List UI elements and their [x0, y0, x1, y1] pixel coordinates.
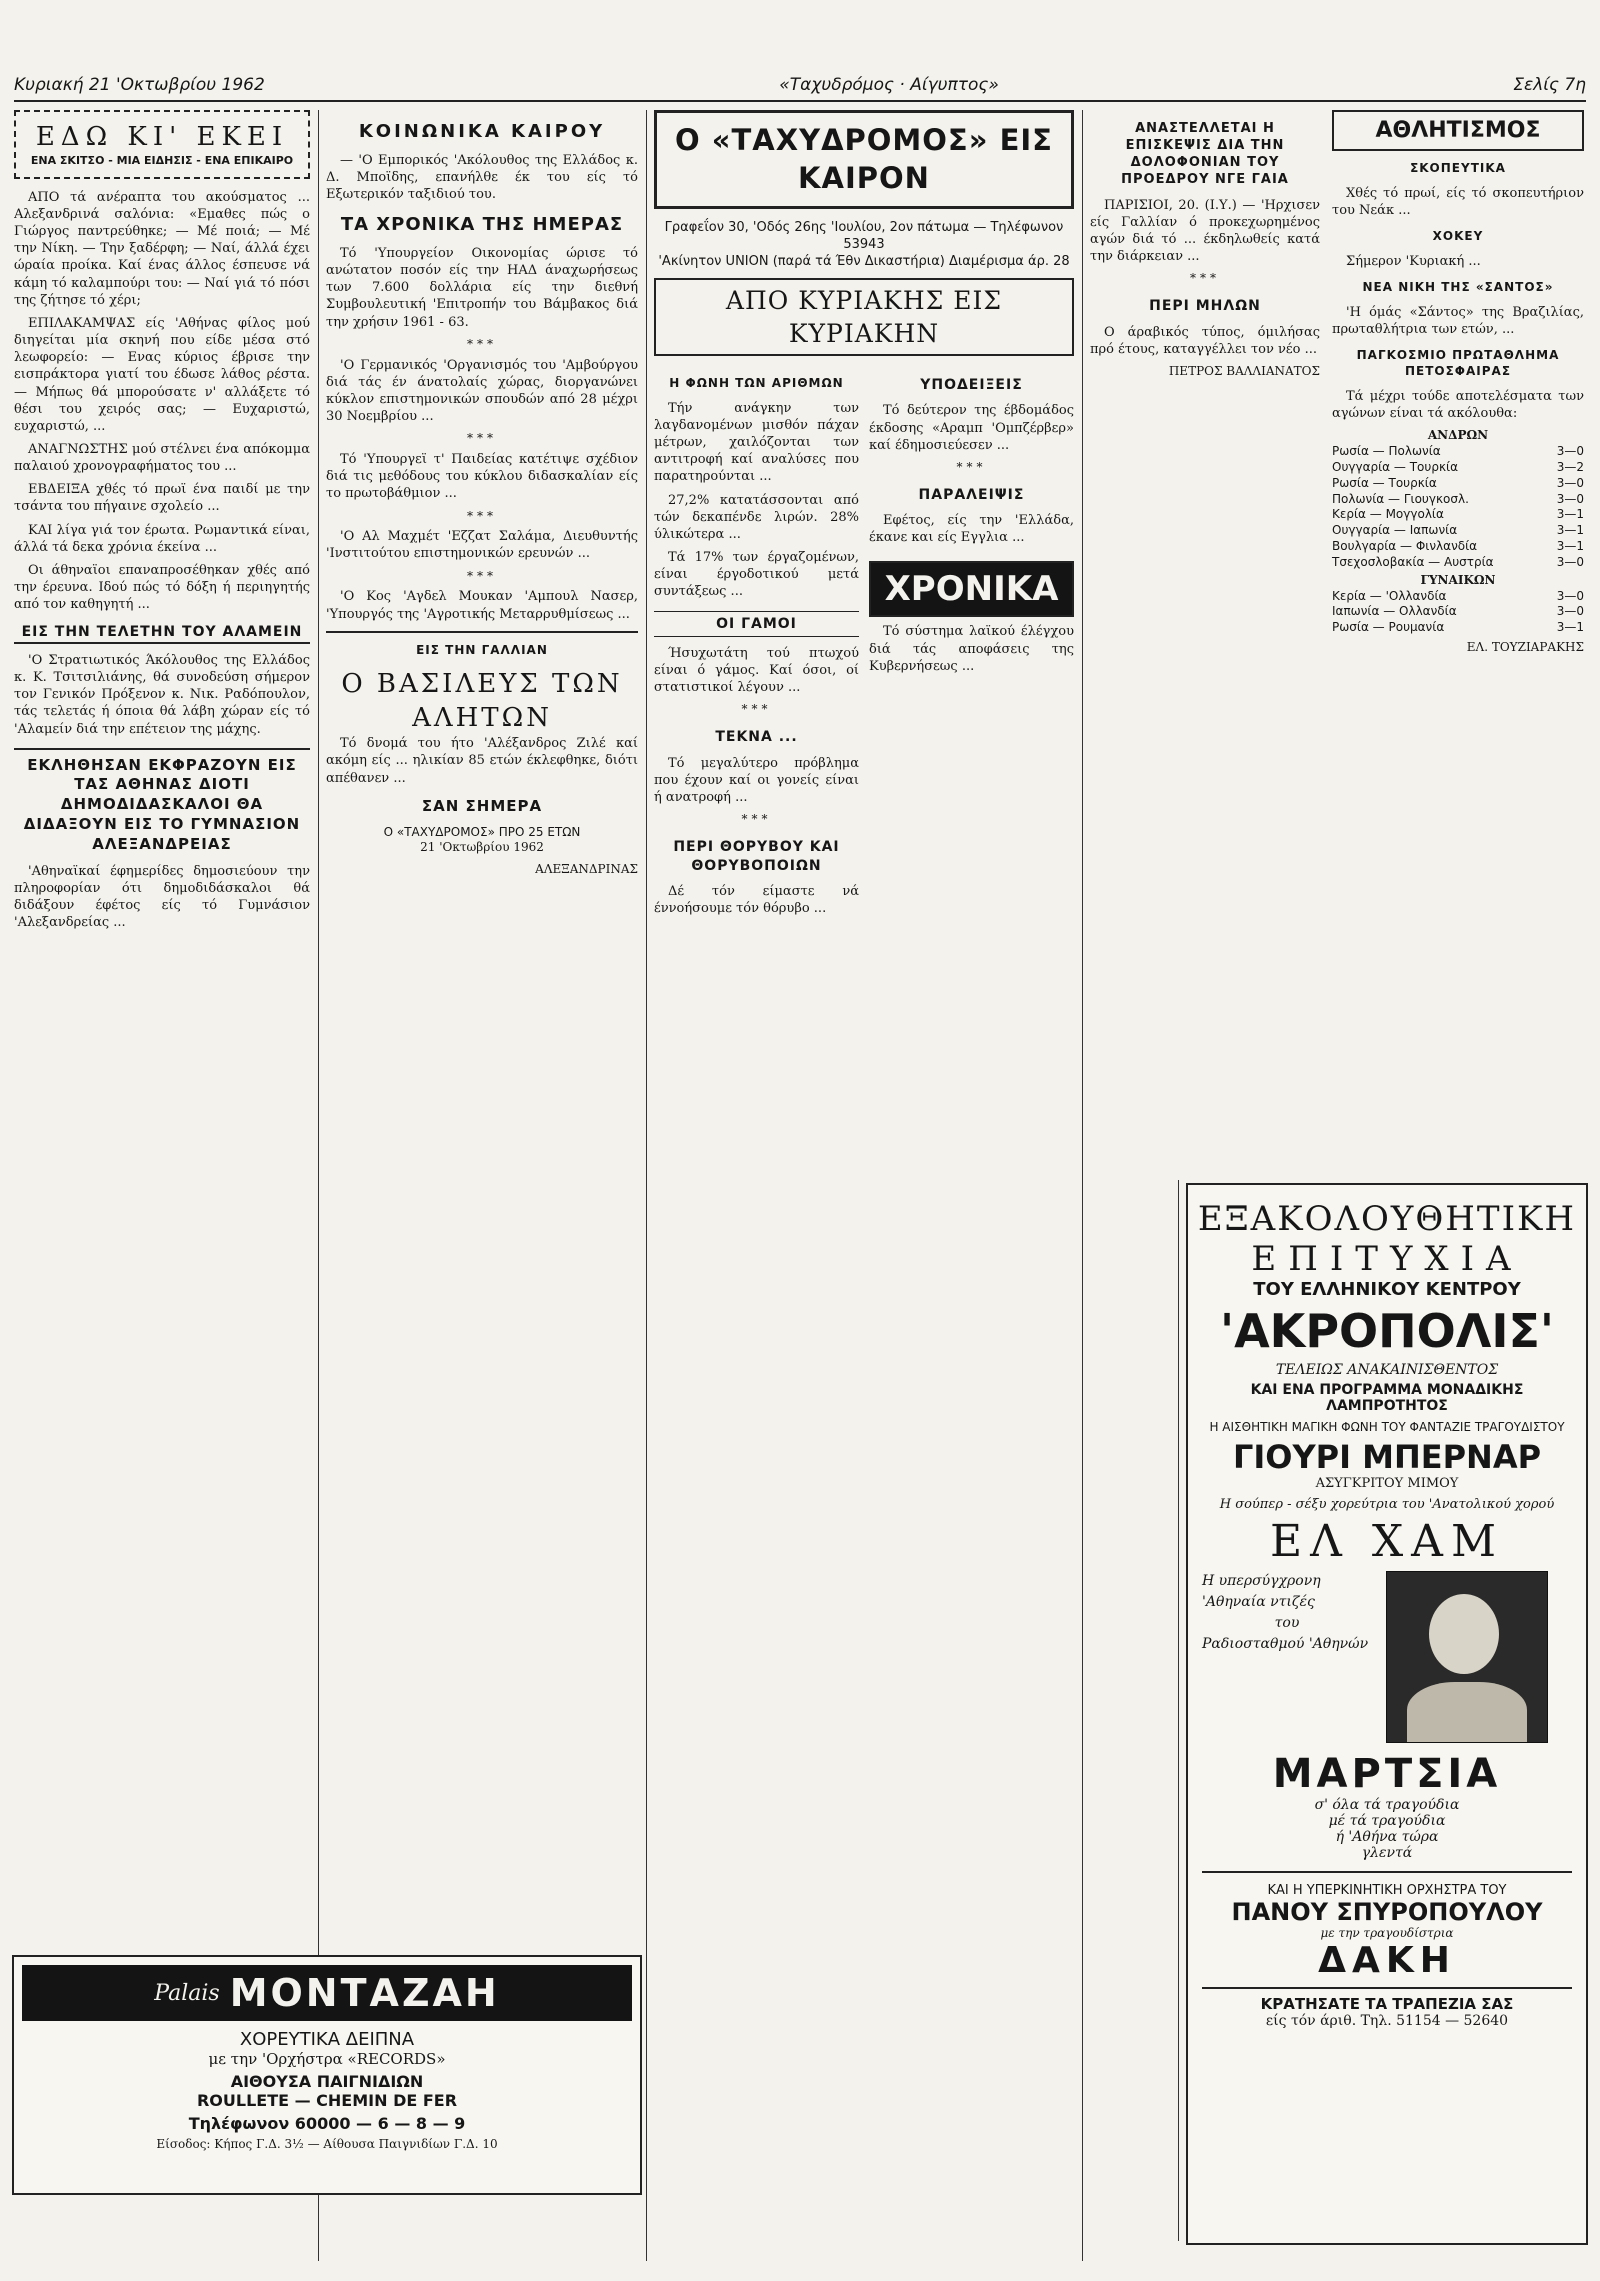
chronika-heading: ΧΡΟΝΙΚΑ	[871, 563, 1072, 616]
akropolis-line14: Ραδιοσταθμού 'Αθηνών	[1202, 1636, 1369, 1652]
foni-paragraph: Τήν ανάγκην των λαγδανομένων μισθόν πάχαν μέτρων, χαιλόζονται των αντιτροφή καί αναλύσες που παρατηρούνται ...	[654, 400, 859, 485]
result-score: 3—1	[1556, 507, 1584, 522]
separator: ***	[741, 702, 772, 717]
akropolis-line25: είς τόν άριθ. Τηλ. 51154 — 52640	[1265, 2013, 1509, 2029]
anastelletai-heading: ΑΝΑΣΤΕΛΛΕΤΑΙ Η ΕΠΙΣΚΕΨΙΣ ΔΙΑ ΤΗΝ ΔΟΛΟΦΟΝΙΑΝ ΤΟΥ ΠΡΟΕΔΡΟΥ ΝΓΕ ΓΑΙΑ	[1121, 121, 1289, 188]
result-score: 3—0	[1556, 554, 1584, 569]
divider	[1202, 1871, 1572, 1873]
col3-right	[869, 366, 1074, 923]
montazah-line2: με την 'Ορχήστρα «RECORDS»	[208, 2050, 446, 2068]
col1-paragraph: ΕΒΔΕΙΞΑ χθές τό πρωϊ ένα παιδί με την τσάντα του πήγαινε σχολείο ...	[14, 482, 310, 515]
montazah-script: Palais	[154, 1980, 220, 2006]
alamein-heading: ΕΙΣ ΤΗΝ ΤΕΛΕΤΗΝ ΤΟΥ ΑΛΑΜΕΙΝ	[14, 623, 310, 643]
result-row	[1332, 523, 1584, 539]
akropolis-line16: σ' όλα τά τραγούδια	[1314, 1797, 1460, 1813]
akropolis-line6: ΚΑΙ ΕΝΑ ΠΡΟΓΡΑΜΜΑ ΜΟΝΑΔΙΚΗΣ ΛΑΜΠΡΟΤΗΤΟΣ	[1250, 1382, 1524, 1414]
singer-photo	[1386, 1571, 1548, 1743]
column-rule	[318, 110, 319, 2261]
akropolis-line3: ΤΟΥ ΕΛΛΗΝΙΚΟΥ ΚΕΝΤΡΟΥ	[1253, 1279, 1521, 1300]
divider	[1202, 1987, 1572, 1989]
result-score: 3—2	[1556, 459, 1584, 474]
montazah-line5: Τηλέφωνον 60000 — 6 — 8 — 9	[188, 2114, 466, 2133]
chronika-box	[869, 561, 1074, 618]
akropolis-line24: ΚΡΑΤΗΣΑΤΕ ΤΑ ΤΡΑΠΕΖΙΑ ΣΑΣ	[1260, 1995, 1514, 2013]
akropolis-line11: ΕΛ ΧΑΜ	[1269, 1516, 1505, 1567]
column-1	[14, 110, 310, 2261]
akropolis-line18: ή 'Αθήνα τώρα	[1335, 1829, 1439, 1845]
kyriaki-heading: ΑΠΟ ΚΥΡΙΑΚΗΣ ΕΙΣ ΚΥΡΙΑΚΗΝ	[654, 278, 1074, 356]
result-score: 3—0	[1556, 475, 1584, 490]
thorubos-heading: ΠΕΡΙ ΘΟΡΥΒΟΥ ΚΑΙ ΘΟΡΥΒΟΠΟΙΩΝ	[673, 839, 840, 874]
akropolis-line8: ΓΙΟΥΡΙ ΜΠΕΡΝΑΡ	[1232, 1438, 1542, 1476]
col4-subcolumns	[1090, 110, 1584, 656]
koinonika-heading: ΚΟΙΝΩΝΙΚΑ ΚΑΙΡΟΥ	[358, 121, 606, 142]
col1-paragraph: ΕΠΙΛΑΚΑΜΨΑΣ είς 'Αθήνας φίλος μού διηγείται μία σκηνή που είδε μέσα στό λεωφορείο: — Ενας κύριος έβρισε την εισπράκτορα γιατί του έδωσε λάθος ρέστα. — Μήπως θά μπορούσατε ν' αλλάξετε τό θέσι του χειρός σας; — Ευχαριστώ, ευχαριστώ, ...	[14, 315, 310, 434]
result-row	[1332, 460, 1584, 476]
result-score: 3—1	[1556, 539, 1584, 554]
martsia-text	[1202, 1571, 1372, 1655]
col1-paragraph: ΑΝΑΓΝΩΣΤΗΣ μού στέλνει ένα απόκομμα παλαιού χρονογραφήματος του ...	[14, 442, 310, 475]
akropolis-line17: μέ τά τραγούδια	[1328, 1813, 1446, 1829]
col1-paragraph: ΚΑΙ λίγα γιά τον έρωτα. Ρωμαντικά είναι, άλλά τά δεκα χρόνια έκείνα ...	[14, 522, 310, 555]
teachers-heading: ΕΚΛΗΘΗΣΑΝ ΕΚΦΡΑΖΟΥΝ ΕΙΣ ΤΑΣ ΑΘΗΝΑΣ ΔΙΟΤΙ ΔΗΜΟΔΙΔΑΣΚΑΛΟΙ ΘΑ ΔΙΔΑΞΟΥΝ ΕΙΣ ΤΟ ΓΥΜΝΑΣΙΟΝ ΑΛΕΞΑΝΔΡΕΙΑΣ	[14, 748, 310, 855]
basileus-text: Τό δνομά του ήτο 'Αλέξανδρος Ζιλέ καί ακόμη είς ... ηλικίαν 85 ετών έκλεφθηκε, διότι απέθανεν ...	[326, 736, 638, 786]
col2-paragraph: 'Ο Αλ Μαχμέτ 'Εζζατ Σαλάμα, Διευθυντής 'Ινστιτούτου επιστημονικών ερευνών ...	[326, 529, 638, 562]
separator: ***	[1190, 271, 1220, 286]
akropolis-line22: με την τραγουδίστρια	[1320, 1926, 1454, 1940]
signature: ΑΛΕΞΑΝΔΡΙΝΑΣ	[535, 862, 638, 877]
header-paper: «Ταχυδρόμος · Αίγυπτος»	[779, 75, 999, 95]
result-match: Ρωσία — Ρουμανία	[1332, 620, 1445, 635]
sport-banner: ΑΘΛΗΤΙΣΜΟΣ	[1375, 118, 1541, 143]
koinonika-text: — 'Ο Εμπορικός 'Ακόλουθος της Ελλάδος κ. Δ. Μποϊδης, επανήλθε έκ του είς τό Εξωτερικόν ταξιδιού του.	[326, 152, 638, 203]
gamoi-heading: ΟΙ ΓΑΜΟΙ	[654, 611, 859, 637]
separator: ***	[956, 459, 987, 474]
akropolis-line23: ΔΑΚΗ	[1318, 1940, 1456, 1981]
address-line-1: Γραφεΐον 30, 'Οδός 26ης 'Ιουλίου, 2ον πάτωμα — Τηλέφωνον 53943	[664, 219, 1064, 252]
tekna-text: Τό μεγαλύτερο πρόβλημα που έχουν καί οι γονείς είναι ή ανατροφή ...	[654, 755, 859, 806]
separator: ***	[467, 336, 497, 351]
col2-paragraph: 'Ο Γερμανικός 'Οργανισμός του 'Αμβούργου διά τάς έν άνατολαίς χώρας, διοργανώνει κύκλον επιστημονικών σπουδών από 28 μέχρι 30 Νοεμβρίου ...	[326, 357, 638, 425]
edo-ki-ekei-subtitle: ΕΝΑ ΣΚΙΤΣΟ - ΜΙΑ ΕΙΔΗΣΙΣ - ΕΝΑ ΕΠΙΚΑΙΡΟ	[30, 154, 294, 168]
results-women	[1332, 589, 1584, 636]
niki-text: 'Η όμάς «Σάντος» της Βραζιλίας, πρωταθλήτρια των ετών, ...	[1332, 304, 1584, 338]
result-row	[1332, 620, 1584, 636]
chronika-imeras-heading: ΤΑ ΧΡΟΝΙΚΑ ΤΗΣ ΗΜΕΡΑΣ	[340, 214, 624, 236]
san-simera-heading: ΣΑΝ ΣΗΜΕΡΑ	[421, 796, 543, 815]
column-4	[1090, 110, 1584, 1166]
result-match: Ουγγαρία — Τουρκία	[1332, 459, 1458, 474]
niki-heading: ΝΕΑ ΝΙΚΗ ΤΗΣ «ΣΑΝΤΟΣ»	[1362, 280, 1554, 295]
akropolis-line19: γλεντά	[1361, 1845, 1413, 1861]
result-row	[1332, 604, 1584, 620]
akropolis-line21: ΠΑΝΟΥ ΣΠΥΡΟΠΟΥΛΟΥ	[1231, 1898, 1543, 1926]
col2-paragraph: Τό 'Υπουργείον Οικονομίας ώρισε τό ανώτατον ποσόν είς την ΗΑΔ άναχωρήσεως των 7.600 δολλάρια είς την διεθνή Συμβουλευτική 'Επιτροπήν του Βάμβακος διά την χρήσιν 1961 - 63.	[326, 245, 638, 330]
result-match: Βουλγαρία — Φινλανδία	[1332, 539, 1478, 554]
col3-left	[654, 366, 859, 923]
column-rule	[1082, 110, 1083, 2261]
result-match: Πολωνία — Γιουγκοσλ.	[1332, 491, 1469, 506]
result-match: Ιαπωνία — Ολλανδία	[1332, 604, 1457, 619]
result-row	[1332, 476, 1584, 492]
separator: ***	[741, 812, 772, 827]
col1-paragraph: Οι άθηναϊοι επαναπροσέθηκαν χθές από την έρευνα. Ιδού πώς τό δόξη ή περιηγητής από τον καθηγητή ...	[14, 562, 310, 613]
result-row	[1332, 507, 1584, 523]
skopeytika-heading: ΣΚΟΠΕΥΤΙΚΑ	[1410, 161, 1506, 176]
result-match: Ρωσία — Πολωνία	[1332, 444, 1441, 459]
skopeytika-text: Χθές τό πρωί, είς τό σκοπευτήριον του Νεάκ ...	[1332, 185, 1584, 219]
akropolis-line13: του	[1274, 1615, 1300, 1631]
author: ΠΕΤΡΟΣ ΒΑΛΛΙΑΝΑΤΟΣ	[1168, 363, 1320, 378]
pagkosmio-intro: Τά μέχρι τούδε αποτελέσματα των αγώνων είναι τά ακόλουθα:	[1332, 388, 1584, 422]
montazah-line3: ΑΙΘΟΥΣΑ ΠΑΙΓΝΙΔΙΩΝ	[230, 2072, 424, 2091]
address-line-2: 'Ακίνητον UNION (παρά τά Έθν Δικαστήρια) Διαμέρισμα άρ. 28	[658, 253, 1070, 269]
result-score: 3—0	[1556, 588, 1584, 603]
akropolis-line20: ΚΑΙ Η ΥΠΕΡΚΙΝΗΤΙΚΗ ΟΡΧΗΣΤΡΑ ΤΟΥ	[1267, 1883, 1507, 1898]
separator: ***	[467, 508, 497, 523]
results-men	[1332, 444, 1584, 571]
page-header	[14, 70, 1586, 102]
result-row	[1332, 589, 1584, 605]
paraleipseis-text: Εφέτος, είς την 'Ελλάδα, έκανε και είς Εγγλια ...	[869, 513, 1074, 546]
ypodeixeis-heading: ΥΠΟΔΕΙΞΕΙΣ	[920, 377, 1023, 393]
thorubos-text: Δέ τόν είμαστε νά έννοήσουμε τόν θόρυβο ...	[654, 884, 859, 917]
sport-banner-box	[1332, 110, 1584, 151]
col2-paragraph: Τό 'Υπουργεϊ τ' Παιδείας κατέτιψε σχέδιον διά τις μεθόδους του κύκλου διδασκαλίαν είς το πρωτοβάθμιον ...	[326, 452, 638, 502]
akropolis-line1: ΕΞΑΚΟΛΟΥΘΗΤΙΚΗ	[1197, 1199, 1577, 1239]
san-simera-date: 21 'Οκτωβρίου 1962	[420, 840, 544, 855]
separator: ***	[467, 431, 497, 446]
result-match: Ουγγαρία — Ιαπωνία	[1332, 523, 1458, 538]
header-page: Σελίς 7η	[1513, 75, 1586, 95]
basileus-title: Ο ΒΑΣΙΛΕΥΣ ΤΩΝ ΑΛΗΤΩΝ	[341, 668, 623, 733]
ypodeixeis-text: Τό δεύτερον της έβδομάδος έκδοσης «Αραμπ 'Ομπζέρβερ» καί έδημοσιεύεσεν ...	[869, 403, 1074, 453]
peri-milon-text: Ο άραβικός τύπος, όμιλήσας πρό έτους, καταγγέλλει τον νέο ...	[1090, 324, 1320, 357]
result-row	[1332, 444, 1584, 460]
result-match: Κερία — Μογγολία	[1332, 507, 1444, 522]
result-score: 3—0	[1556, 604, 1584, 619]
hokey-text: Σήμερον 'Κυριακή ...	[1346, 254, 1481, 269]
result-match: Κερία — 'Ολλανδία	[1332, 588, 1447, 603]
result-score: 3—0	[1556, 444, 1584, 459]
martsia-block	[1188, 1571, 1586, 1743]
chronika-text: Τό σύστημα λαϊκού έλέγχου διά τάς αποφάσεις της Κυβερνήσεως ...	[869, 624, 1074, 674]
taxydromos-banner: Ο «ΤΑΧΥΔΡΟΜΟΣ» ΕΙΣ ΚΑΙΡΟΝ	[675, 123, 1053, 196]
montazah-line4: ROULLETE — CHEMIN DE FER	[196, 2091, 458, 2110]
column-rule	[646, 110, 647, 2261]
akropolis-line7: Η ΑΙΣΘΗΤΙΚΗ ΜΑΓΙΚΗ ΦΩΝΗ ΤΟΥ ΦΑΝΤΑΖΙΕ ΤΡΑΓΟΥΔΙΣΤΟΥ	[1209, 1420, 1565, 1434]
result-row	[1332, 555, 1584, 571]
andron-label: ΑΝΔΡΩΝ	[1427, 428, 1489, 443]
col1-paragraph: ΑΠΟ τά ανέραπτα του ακούσματος ... Αλεξανδρινά σαλόνια: «Εμαθες πώς ο Γιώργος παντρεύθηκε; — Μέ ποιά; — Μέ την Νίκη. — Την ξαδέρφη; — Ναί, άλλά έχει ώραία προίκα. Καί ένας άλλος έσπευσε νά κάμη τό καλαμπούρι του: — Ναί γιά τό πόσι της ζήτησε τό χέρι;	[14, 189, 310, 308]
akropolis-line2: ΕΠΙΤΥΧΙΑ	[1251, 1239, 1523, 1279]
col3-subcolumns	[654, 366, 1074, 923]
column-2	[326, 110, 638, 1941]
akropolis-line4: 'ΑΚΡΟΠΟΛΙΣ'	[1220, 1304, 1554, 1358]
result-score: 3—1	[1556, 620, 1584, 635]
foni-heading: Η ΦΩΝΗ ΤΩΝ ΑΡΙΘΜΩΝ	[669, 376, 844, 390]
edo-ki-ekei-box	[14, 110, 310, 179]
akropolis-line5: ΤΕΛΕΙΩΣ ΑΝΑΚΑΙΝΙΣΘΕΝΤΟΣ	[1275, 1362, 1499, 1378]
gynaikon-label: ΓΥΝΑΙΚΩΝ	[1420, 572, 1496, 587]
akropolis-line12: Η υπερσύγχρονη 'Αθηναία ντιζές	[1202, 1573, 1321, 1610]
result-score: 3—0	[1556, 491, 1584, 506]
hokey-heading: ΧΟΚΕΥ	[1432, 229, 1484, 244]
gallia-label: ΕΙΣ ΤΗΝ ΓΑΛΛΙΑΝ	[416, 642, 548, 657]
result-match: Τσεχοσλοβακία — Αυστρία	[1332, 554, 1494, 569]
col4-left	[1090, 110, 1320, 656]
foni-paragraph: Τά 17% των έργαζομένων, είναι έργοδοτικού μετά συντάξεως ...	[654, 550, 859, 600]
san-simera-sub: Ο «ΤΑΧΥΔΡΟΜΟΣ» ΠΡΟ 25 ΕΤΩΝ	[383, 824, 581, 839]
montazah-ad	[12, 1955, 642, 2195]
col4-right	[1332, 110, 1584, 656]
edo-ki-ekei-title: ΕΔΩ ΚΙ' ΕΚΕΙ	[35, 122, 289, 152]
separator: ***	[467, 568, 497, 583]
result-row	[1332, 492, 1584, 508]
akropolis-line9: ΑΣΥΓΚΡΙΤΟΥ ΜΙΜΟΥ	[1315, 1476, 1459, 1491]
akropolis-line10: Η σούπερ - σέξυ χορεύτρια του 'Ανατολικού χορού	[1219, 1497, 1555, 1512]
header-date: Κυριακή 21 'Οκτωβρίου 1962	[14, 75, 265, 95]
gamoi-text: Ήσυχωτάτη τού πτωχού είναι ό γάμος. Καί όσοι, οί στατιστικοί λέγουν ...	[654, 646, 859, 696]
akropolis-line15: ΜΑΡΤΣΙΑ	[1272, 1751, 1502, 1797]
col2-paragraph: 'Ο Κος 'Αγδελ Μουκαν 'Αμπουλ Νασερ, 'Υπουργός της 'Αγροτικής Μεταρρυθμίσεως ...	[326, 589, 638, 622]
montazah-line1: ΧΟΡΕΥΤΙΚΑ ΔΕΙΠΝΑ	[239, 2029, 415, 2050]
result-row	[1332, 539, 1584, 555]
teachers-text: 'Αθηναϊκαί έφημερίδες δημοσιεύουν την πληροφορίαν ότι δημοδιδάσκαλοι θά διδάξουν έφέτος είς τό Γυμνάσιον 'Αλεξανδρείας ...	[14, 863, 310, 931]
divider	[326, 631, 638, 633]
anastelletai-text: ΠΑΡΙΣΙΟΙ, 20. (Ι.Υ.) — 'Ηρχισεν είς Γαλλίαν ό προκεχωρημένος αγών διά τό ... έκδηλωθείς κατά την διάρκειαν ...	[1090, 197, 1320, 265]
paraleipseis-heading: ΠΑΡΑΛΕΙΨΙΣ	[918, 486, 1025, 503]
akropolis-ad	[1186, 1183, 1588, 2245]
taxydromos-banner-box	[654, 110, 1074, 209]
alamein-text: 'Ο Στρατιωτικός Άκόλουθος της Ελλάδος κ. Κ. Τσιτσιλιάνης, θά συνοδεύση σήμερον τον Γενικόν Πρόξενον κ. Νικ. Ραδόπουλον, τάς τελετάς ή όποια θά λάβη χώραν είς τό 'Αλαμείν διά την επέτειον της μάχης.	[14, 652, 310, 737]
sport-author: ΕΛ. ΤΟΥΖΙΑΡΑΚΗΣ	[1466, 640, 1584, 655]
foni-paragraph: 27,2% κατατάσσονται από τών δεκαπένδε λιρών. 28% ύλικώτερα ...	[654, 492, 859, 542]
pagkosmio-heading: ΠΑΓΚΟΣΜΙΟ ΠΡΩΤΑΘΛΗΜΑ ΠΕΤΟΣΦΑΙΡΑΣ	[1356, 348, 1560, 379]
column-3	[654, 110, 1074, 2261]
result-match: Ρωσία — Τουρκία	[1332, 475, 1437, 490]
montazah-line6: Είσοδος: Κήπος Γ.Δ. 3½ — Αίθουσα Παιγνιδίων Γ.Δ. 10	[156, 2137, 498, 2151]
result-score: 3—1	[1556, 523, 1584, 538]
montazah-banner	[22, 1965, 632, 2021]
peri-milon-heading: ΠΕΡΙ ΜΗΛΩΝ	[1149, 298, 1261, 315]
montazah-name: ΜΟΝΤΑΖΑΗ	[229, 1971, 500, 2015]
tekna-heading: ΤΕΚΝΑ ...	[715, 729, 798, 746]
column-rule	[1178, 1180, 1179, 2241]
